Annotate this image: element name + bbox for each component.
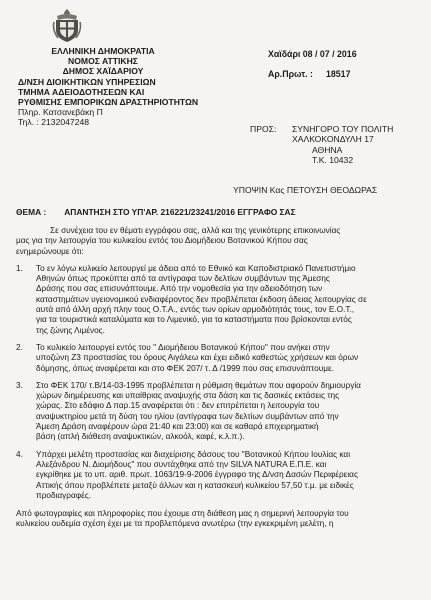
intro-paragraph xyxy=(16,226,422,257)
subject-line xyxy=(16,207,426,217)
recipient-city: ΑΘΗΝΑ xyxy=(312,144,343,155)
item-line: Υπάρχει μελέτη προστασίας και διαχείρισης δάσους του "Βοτανικού Κήπου Ιουλίας και xyxy=(36,449,351,459)
greek-coat-of-arms-icon xyxy=(52,8,82,44)
recipient-postal-code: Τ.Κ. 10432 xyxy=(312,155,354,166)
list-item-4 xyxy=(16,450,422,501)
list-item-1 xyxy=(16,264,422,336)
list-item-3 xyxy=(16,381,422,443)
letter-body xyxy=(16,226,422,530)
item-line: Στο ΦΕΚ 170/ τ.Β/14-03-1995 προβλέπεται η ρύθμιση θεμάτων που αφορούν δημιουργία xyxy=(36,380,361,390)
item-line: για τα τουριστικά καταλύματα και το Λιμενικό, για τα καταστήματα που βρίσκονται εντός xyxy=(36,315,352,325)
item-line: βάση (απλή διάθεση αναψυκτικών, αλκοόλ, καφέ, κ.λ.π.). xyxy=(36,432,245,442)
item-line: αναψυκτηρίου μετά τη δύση του ηλίου (αντίγραφα των δελτίων συμβάντων από την xyxy=(36,411,339,421)
item-line: προδιαγραφές. xyxy=(36,490,92,500)
item-line: αυτά από άλλη αρχή πλην τους Ο.Τ.Α., εντός των ορίων αρμοδιότητάς τους, τον Ε.Ο.Τ., xyxy=(36,305,355,315)
contact-phone: Τηλ. : 2132047248 xyxy=(18,117,90,128)
item-line: καταστημάτων υγειονομικού ενδιαφέροντος δεν προβλέπεται έκδοση άδειας λειτουργίας σε xyxy=(36,294,367,304)
header-line-directorate: Δ/ΝΣΗ ΔΙΟΙΚΗΤΙΚΩΝ ΥΠΗΡΕΣΙΩΝ xyxy=(18,76,156,87)
list-item-number: 2. xyxy=(16,342,23,352)
item-line: χώρων διημέρευσης και υπαίθριας αναψυχής στα δάση και τις δασικές εκτάσεις της xyxy=(36,391,340,401)
header-line-country: ΕΛΛΗΝΙΚΗ ΔΗΜΟΚΡΑΤΙΑ xyxy=(51,46,155,56)
closing-paragraph xyxy=(16,509,422,530)
protocol-number: 18517 xyxy=(326,68,351,79)
item-line: εγκρίθηκε με το υπ. αριθ. πρωτ. 1063/19-9-2006 έγγραφο της Δ/νση Δασών Περιφέρειας xyxy=(36,470,358,480)
item-line: Το εν λόγω κυλικείο λειτουργεί με άδεια από το Εθνικό και Καποδιστριακό Πανεπιστήμιο xyxy=(36,263,356,273)
protocol-number-row xyxy=(268,69,418,80)
closing-line: Από φωτογραφίες και πληροφορίες που έχουμε στη διάθεση μας η σημερινή λειτουργία του xyxy=(16,509,349,519)
item-line: Αθηνών όπως προκύπτει από τα αντίγραφα των δελτίων συμβάντων της Άμεσης xyxy=(36,274,330,284)
list-item-number: 3. xyxy=(16,380,23,390)
subject-label: ΘΕΜΑ : xyxy=(16,207,47,217)
header-line-prefecture: ΝΟΜΟΣ ΑΤΤΙΚΗΣ xyxy=(68,56,138,67)
recipient-name: ΣΥΝΗΓΟΡΟ ΤΟΥ ΠΟΛΙΤΗ xyxy=(292,124,394,134)
cc-line: ΥΠΟΨΙΝ Κας ΠΕΤΟΥΣΗ ΘΕΟΔΩΡΑΣ xyxy=(233,185,378,195)
list-item-number: 4. xyxy=(16,449,23,459)
item-line: δόμησης, όπως αναφέρεται και στο ΦΕΚ 207/ τ. Δ /1999 που σας επισυνάπτουμε. xyxy=(36,363,335,373)
header-line-municipality: ΔΗΜΟΣ ΧΑΪΔΑΡΙΟΥ xyxy=(62,66,144,77)
protocol-label: Αρ.Πρωτ. : xyxy=(268,68,313,79)
item-line: Άμεση Δράση αναφέρουν ώρα 21:40 και 23:00) και σε καθαρά επιχειρηματική xyxy=(36,422,319,432)
item-line: Το κυλικείο λειτουργεί εντός του '' Διομήδειου Βοτανικού Κήπου'' που ανήκει στην xyxy=(36,342,330,352)
subject-text: ΑΠΑΝΤΗΣΗ ΣΤΟ ΥΠ'ΑΡ. 216221/23241/2016 ΕΓΓΡΑΦΟ ΣΑΣ xyxy=(64,207,296,217)
recipient-street: ΧΑΛΚΟΚΟΝΔΥΛΗ 17 xyxy=(292,134,374,145)
recipient-name-row xyxy=(250,124,430,134)
intro-line: Σε συνέχεια του εν θέματι εγγράφου σας, αλλά και της γενικότερης επικοινωνίας xyxy=(50,226,341,235)
list-item-number: 1. xyxy=(16,263,23,273)
header-line-department-2: ΡΥΘΜΙΣΗΣ ΕΜΠΟΡΙΚΩΝ ΔΡΑΣΤΗΡΙΟΤΗΤΩΝ xyxy=(18,97,199,108)
document-meta xyxy=(268,49,418,79)
contact-person: Πληρ. Κατσανεβάκη Π xyxy=(18,107,103,118)
intro-line: μας για την λειτουργία του κυλικείου εντός του Διομήδειου Βοτανικού Κήπου σας xyxy=(16,236,308,246)
issuer-header xyxy=(18,46,238,128)
recipient-label: ΠΡΟΣ: xyxy=(250,124,277,134)
item-line: υποζώνη Ζ3 προστασίας του όρους Αιγάλεω και έχει ειδικό καθεστώς χρήσεων και όρων xyxy=(36,353,359,363)
place-date: Χαϊδάρι 08 / 07 / 2016 xyxy=(268,49,357,59)
item-line: της ζώνης Λιμένος. xyxy=(36,325,105,335)
item-line: Αλεξάνδρου Ν. Διομήδους" που συντάχθηκε από την SILVA NATURA Ε.Π.Ε. και xyxy=(36,459,327,469)
item-line: Αττικής όπου προβλέπετε μεταξύ άλλων και η κατασκευή κυλικείου 57,50 τ.μ. με ειδικές xyxy=(36,480,354,490)
intro-line: ενημερώνουμε ότι: xyxy=(16,246,84,256)
recipient-block xyxy=(250,124,430,166)
header-line-department-1: ΤΜΗΜΑ ΑΔΕΙΟΔΟΤΗΣΕΩΝ ΚΑΙ xyxy=(18,86,145,97)
item-line: Δράσης που σας επισυνάπτουμε. Από την νομοθεσία για την αδειοδότηση των xyxy=(36,284,323,294)
closing-line: κυλικείου ουδεμία σχέση έχει με τα προβλεπόμενα ανωτέρω (την εγκεκριμένη μελέτη, η xyxy=(16,519,334,529)
item-line: χώρας. Στο εδάφιο Δ παρ.15 αναφέρεται ότι : δεν επιτρέπεται η λειτουργία του xyxy=(36,401,320,411)
list-item-2 xyxy=(16,343,422,374)
